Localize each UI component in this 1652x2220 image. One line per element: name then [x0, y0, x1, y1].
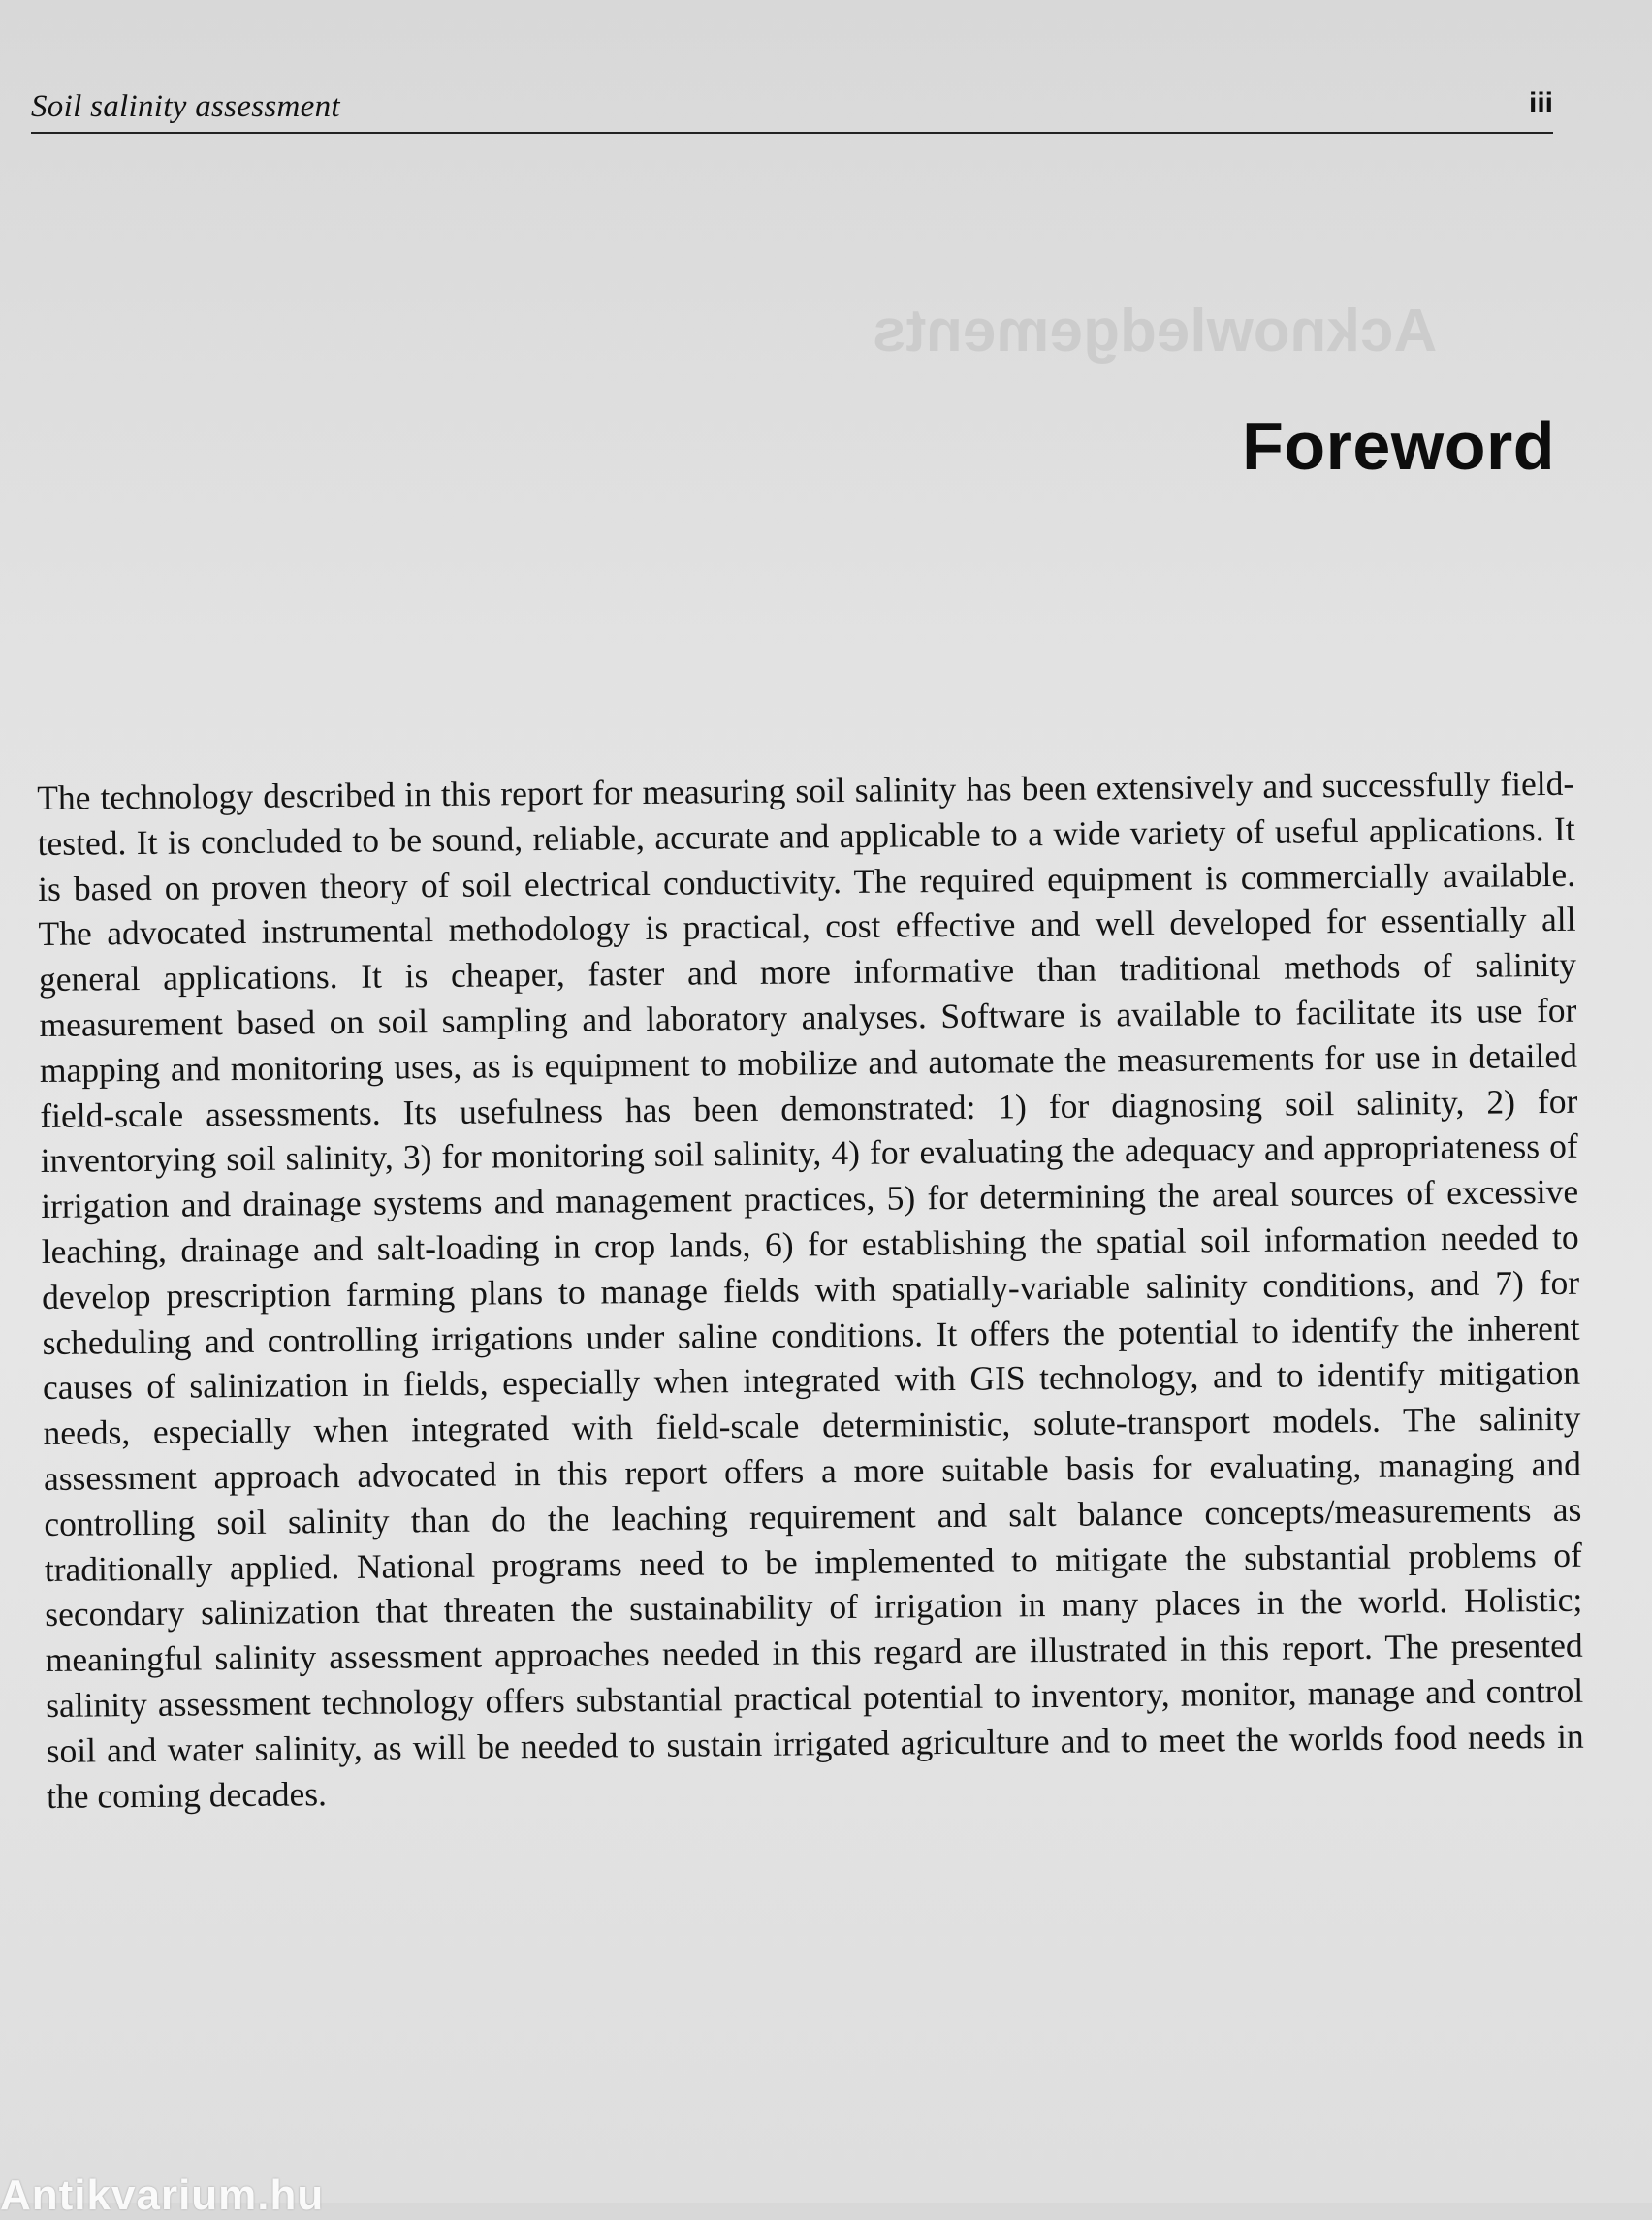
show-through-heading: Acknowledgements — [873, 298, 1438, 365]
running-title: Soil salinity assessment — [31, 89, 340, 124]
body-paragraph: The technology described in this report for measuring soil salinity has been extensively and successfully field-tested. It is concluded to be sound, reliable, accurate and applicable to a wide variety of useful applications. It is based on proven theory of soil electrical conductivity. The required equipment is commercially available. The advocated instrumental methodology is practical, cost effective and well developed for essentially all general applications. It is cheaper, faster and more informative than traditional methods of salinity measurement based on soil sampling and laboratory analyses. Software is available to facilitate its use for mapping and monitoring uses, as is equipment to mobilize and automate the measurements for use in detailed field-scale assessments. Its usefulness has been demonstrated: 1) for diagnosing soil salinity, 2) for inventorying soil salinity, 3) for monitoring soil salinity, 4) for evaluating the adequacy and appropriateness of irrigation and drainage systems and management practices, 5) for determining the areal sources of excessive leaching, drainage and salt-loading in crop lands, 6) for establishing the spatial soil information needed to develop prescription farming plans to manage fields with spatially-variable salinity conditions, and 7) for scheduling and controlling irrigations under saline conditions. It offers the potential to identify the inherent causes of salinization in fields, especially when integrated with GIS technology, and to identify mitigation needs, especially when integrated with field-scale deterministic, solute-transport models. The salinity assessment approach advocated in this report offers a more suitable basis for evaluating, managing and controlling soil salinity than do the leaching requirement and salt balance concepts/measurements as traditionally applied. National programs need to be implemented to mitigate the substantial problems of secondary salinization that threaten the sustainability of irrigation in many places in the world. Holistic; meaningful salinity assessment approaches needed in this regard are illustrated in this report. The presented salinity assessment technology offers substantial practical potential to inventory, monitor, manage and control soil and water salinity, as will be needed to sustain irrigated agriculture and to meet the worlds food needs in the coming decades. — [37, 763, 1584, 1816]
watermark-text: Antikvarium.hu — [0, 2172, 325, 2219]
page-number: iii — [1528, 87, 1553, 119]
chapter-title: Foreword — [1242, 408, 1555, 484]
running-header — [31, 85, 1553, 134]
